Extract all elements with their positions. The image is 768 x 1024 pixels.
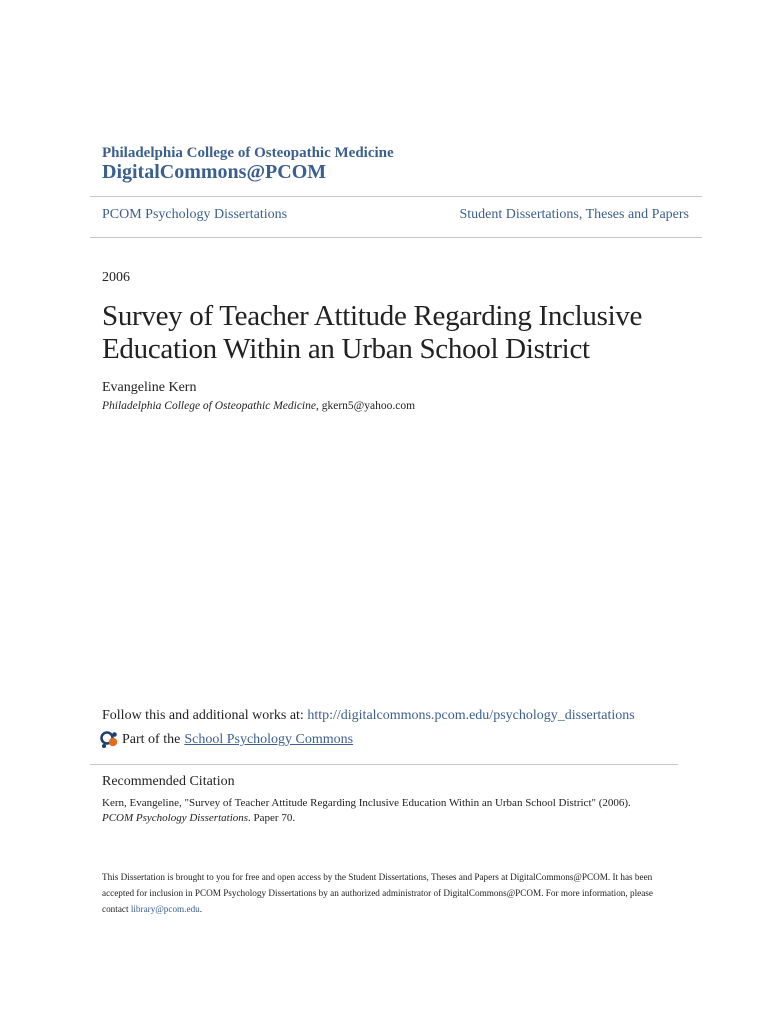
follow-prefix: Follow this and additional works at: (102, 708, 308, 723)
access-notice-text: This Dissertation is brought to you for free and open access by the Student Dissertations, Theses and Papers at DigitalCommons@PCOM. It has been accepted for inclusion in PCOM Psychology Dissertations by an authorized administrator of DigitalCommons@PCOM. For more information, please contact (102, 872, 653, 914)
citation-plain: Kern, Evangeline, "Survey of Teacher Attitude Regarding Inclusive Education Within an Urban School District" (2006). (102, 797, 631, 809)
top-divider (90, 196, 702, 197)
title-line-2: Education Within an Urban School District (102, 333, 590, 365)
document-title (102, 300, 662, 366)
author-affiliation (102, 400, 415, 412)
citation-end: . Paper 70. (248, 812, 296, 824)
author-name: Evangeline Kern (102, 380, 197, 395)
citation-series: PCOM Psychology Dissertations (102, 812, 249, 824)
follow-line (102, 708, 635, 724)
access-notice (102, 869, 672, 917)
repository-name[interactable]: DigitalCommons@PCOM (102, 161, 327, 183)
title-line-1: Survey of Teacher Attitude Regarding Inclusive (102, 300, 643, 332)
citation-text (102, 796, 662, 826)
access-notice-end: . (199, 904, 203, 914)
publication-year: 2006 (102, 270, 130, 285)
header-divider (90, 237, 702, 238)
institution-name[interactable]: Philadelphia College of Osteopathic Medicine (102, 145, 394, 161)
series-link-student-dissertations[interactable]: Student Dissertations, Theses and Papers (459, 207, 689, 222)
library-email-link[interactable]: library@pcom.edu (130, 904, 200, 914)
citation-heading: Recommended Citation (102, 774, 235, 789)
follow-url-link[interactable]: http://digitalcommons.pcom.edu/psychology_dissertations (307, 708, 635, 723)
part-of-line (100, 730, 353, 750)
author-email: , gkern5@yahoo.com (315, 400, 416, 412)
series-link-psychology-dissertations[interactable]: PCOM Psychology Dissertations (102, 207, 288, 222)
part-of-prefix: Part of the (122, 732, 181, 747)
school-psychology-commons-link[interactable]: School Psychology Commons (184, 732, 354, 747)
affiliation-institution: Philadelphia College of Osteopathic Medicine (102, 400, 316, 412)
network-commons-icon (100, 730, 120, 750)
citation-divider (90, 764, 678, 765)
